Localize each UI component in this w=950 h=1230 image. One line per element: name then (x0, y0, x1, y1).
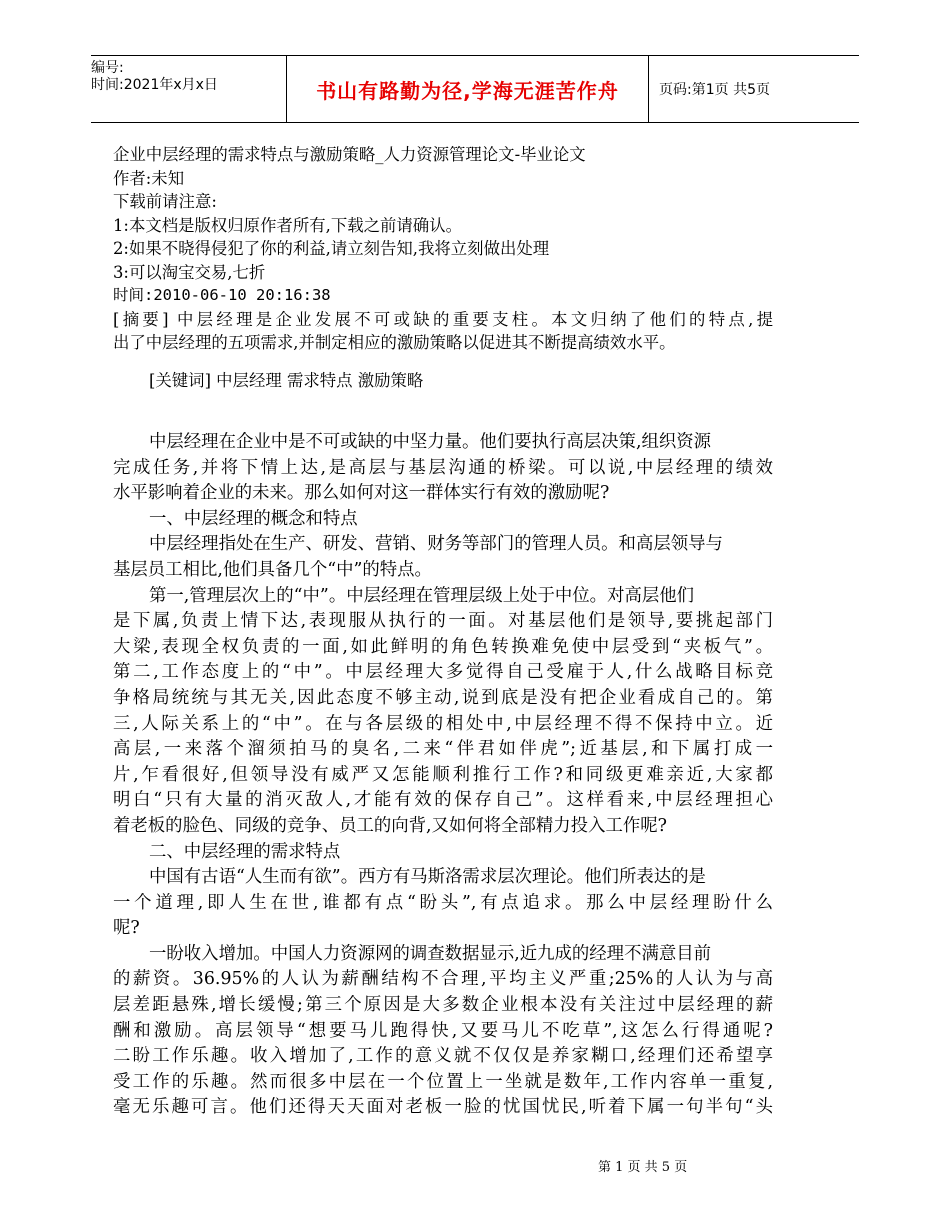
page-header (91, 55, 859, 123)
body-line: 高层,一来落个溜须拍马的臭名,二来“伴君如伴虎”;近基层,和下属打成一 (113, 739, 773, 760)
body-line: 第二,工作态度上的“中”。中层经理大多觉得自己受雇于人,什么战略目标竞 (113, 662, 773, 683)
body-line: 受工作的乐趣。然而很多中层在一个位置上一坐就是数年,工作内容单一重复, (113, 1071, 773, 1092)
page-footer: 第 1 页 共 5 页 (598, 1160, 688, 1175)
header-meta (91, 56, 286, 122)
header-motto: 书山有路勤为径,学海无涯苦作舟 (286, 56, 649, 122)
body-line: 基层员工相比,他们具备几个“中”的特点。 (113, 559, 432, 580)
body-line: 的薪资。36.95%的人认为薪酬结构不合理,平均主义严重;25%的人认为与高 (113, 969, 773, 990)
body-line: 着老板的脸色、同级的竞争、员工的向背,又如何将全部精力投入工作呢? (113, 815, 667, 836)
body-line: 二盼工作乐趣。收入增加了,工作的意义就不仅仅是养家糊口,经理们还希望享 (113, 1046, 773, 1067)
body-line: 中层经理指处在生产、研发、营销、财务等部门的管理人员。和高层领导与 (149, 534, 723, 555)
doc-time: 时间:2010-06-10 20:16:38 (113, 286, 331, 304)
notice-item-3: 3:可以淘宝交易,七折 (113, 262, 266, 282)
body-line: 层差距悬殊,增长缓慢;第三个原因是大多数企业根本没有关注过中层经理的薪 (113, 995, 773, 1016)
body-line: 是下属,负责上情下达,表现服从执行的一面。对基层他们是领导,要挑起部门 (113, 611, 773, 632)
number-label: 编号: (91, 60, 124, 76)
body-line: 第一,管理层次上的“中”。中层经理在管理层级上处于中位。对高层他们 (149, 585, 695, 606)
body-line: 中国有古语“人生而有欲”。西方有马斯洛需求层次理论。他们所表达的是 (149, 867, 706, 888)
time-label: 时间:2021年x月x日 (91, 77, 218, 93)
body-line: 毫无乐趣可言。他们还得天天面对老板一脸的忧国忧民,听着下属一句半句“头 (113, 1097, 773, 1118)
body-line: 完成任务,并将下情上达,是高层与基层沟通的桥梁。可以说,中层经理的绩效 (113, 457, 773, 478)
body-line: 呢? (113, 918, 140, 939)
body-line: 中层经理在企业中是不可或缺的中坚力量。他们要执行高层决策,组织资源 (149, 432, 712, 452)
body-line: 片,乍看很好,但领导没有威严又怎能顺利推行工作?和同级更难亲近,大家都 (113, 764, 773, 785)
body-line: 水平影响着企业的未来。那么如何对这一群体实行有效的激励呢? (113, 483, 610, 504)
document-intro (113, 143, 773, 392)
body-line: 一盼收入增加。中国人力资源网的调查数据显示,近九成的经理不满意目前 (149, 943, 712, 964)
body-line: 明白“只有大量的消灭敌人,才能有效的保存自己”。这样看来,中层经理担心 (113, 790, 773, 811)
body-line: 三,人际关系上的“中”。在与各层级的相处中,中层经理不得不保持中立。近 (113, 713, 773, 734)
abstract-line-2: 出了中层经理的五项需求,并制定相应的激励策略以促进其不断提高绩效水平。 (113, 333, 676, 352)
body-text (113, 430, 773, 1121)
body-line: 一个道理,即人生在世,谁都有点“盼头”,有点追求。那么中层经理盼什么 (113, 892, 773, 913)
abstract-line-1: [摘要] 中层经理是企业发展不可或缺的重要支柱。本文归纳了他们的特点,提 (113, 309, 773, 329)
doc-author: 作者:未知 (113, 168, 185, 188)
notice-item-1: 1:本文档是版权归原作者所有,下载之前请确认。 (113, 215, 462, 235)
body-line: 酬和激励。高层领导“想要马儿跑得快,又要马儿不吃草”,这怎么行得通呢? (113, 1020, 773, 1041)
body-line: 二、中层经理的需求特点 (149, 841, 341, 862)
body-line: 大梁,表现全权负责的一面,如此鲜明的角色转换难免使中层受到“夹板气”。 (113, 636, 773, 657)
body-line: 一、中层经理的概念和特点 (149, 508, 358, 529)
notice-item-2: 2:如果不晓得侵犯了你的利益,请立刻告知,我将立刻做出处理 (113, 239, 550, 258)
header-page-info: 页码:第1页 共5页 (659, 82, 770, 98)
doc-notice: 下载前请注意: (113, 192, 217, 211)
doc-title: 企业中层经理的需求特点与激励策略_人力资源管理论文-毕业论文 (113, 145, 586, 164)
body-line: 争格局统统与其无关,因此态度不够主动,说到底是没有把企业看成自己的。第 (113, 687, 773, 708)
keywords: [关键词] 中层经理 需求特点 激励策略 (149, 370, 424, 390)
